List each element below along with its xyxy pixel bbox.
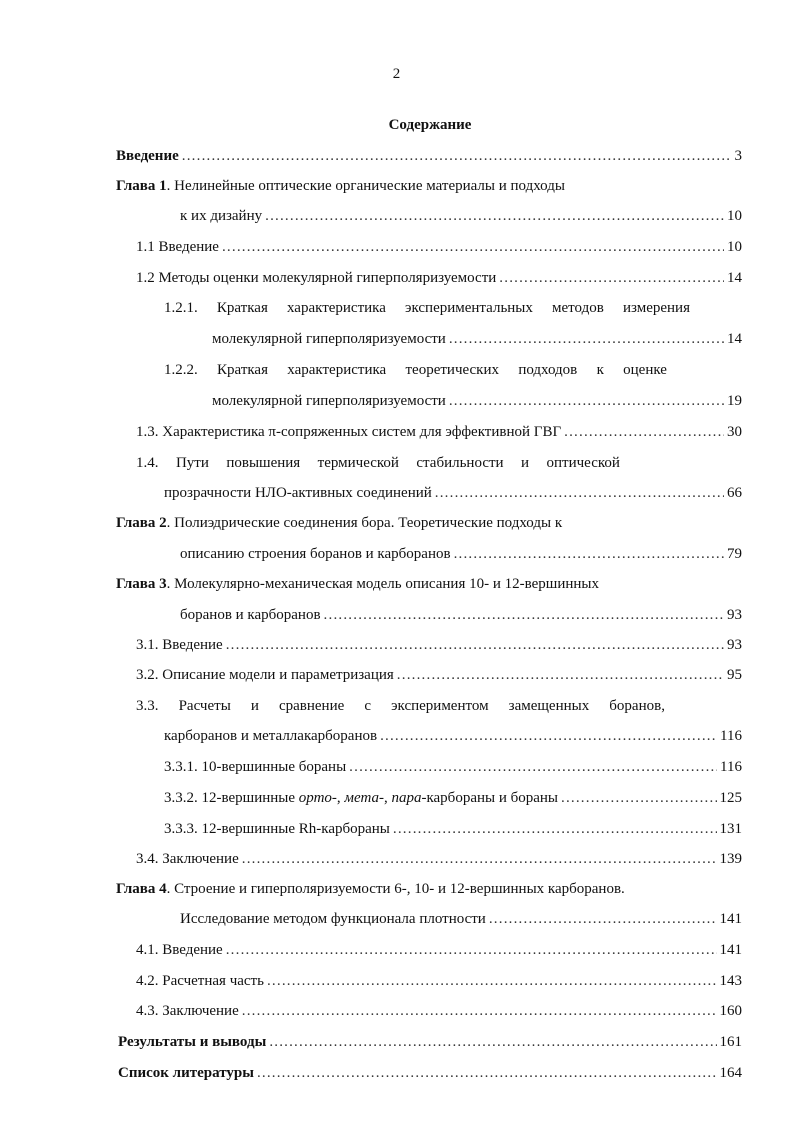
toc-label: 3.2. Описание модели и параметризация — [136, 667, 394, 683]
toc-page: 143 — [719, 973, 742, 989]
toc-entry-ch2[interactable] — [180, 545, 742, 563]
toc-entry-intro[interactable] — [116, 147, 742, 165]
toc-leader — [449, 330, 724, 348]
word: подходов — [518, 362, 578, 378]
toc-leader — [226, 941, 717, 959]
toc-label: описанию строения боранов и карборанов — [180, 546, 451, 562]
toc-leader — [242, 850, 717, 868]
toc-label: 1.1 Введение — [136, 239, 219, 255]
toc-page: 160 — [719, 1003, 742, 1019]
toc-page: 141 — [719, 942, 742, 958]
toc-page: 30 — [727, 424, 742, 440]
section-number: 1.2.2. — [164, 362, 198, 378]
toc-leader — [499, 269, 724, 287]
chapter-prefix: Глава 4 — [116, 881, 167, 897]
word: характеристика — [287, 362, 387, 378]
toc-label: 4.1. Введение — [136, 942, 223, 958]
toc-leader — [324, 606, 724, 624]
word: экспериментальных — [405, 300, 533, 316]
toc-leader — [454, 545, 724, 563]
toc-label: 3.3.3. 12-вершинные Rh-карбораны — [164, 821, 390, 837]
section-number: 3.3. — [136, 698, 159, 714]
chapter-prefix: Глава 1 — [116, 178, 167, 194]
toc-leader — [349, 758, 717, 776]
toc-page: 10 — [727, 239, 742, 255]
toc-leader — [257, 1064, 717, 1082]
toc-entry-ch1[interactable] — [180, 207, 742, 225]
toc-label: 4.3. Заключение — [136, 1003, 239, 1019]
toc-leader — [242, 1002, 717, 1020]
word: измерения — [622, 300, 690, 316]
toc-label: 4.2. Расчетная часть — [136, 973, 264, 989]
toc-entry-4-2[interactable] — [136, 972, 742, 990]
toc-label: Исследование методом функционала плотности — [180, 911, 486, 927]
chapter-title: . Молекулярно-механическая модель описания 10- и 12-вершинных — [166, 576, 599, 592]
chapter-prefix: Глава 2 — [116, 515, 167, 531]
toc-leader — [397, 666, 724, 684]
toc-entry-results[interactable] — [118, 1033, 742, 1051]
toc-label: Список литературы — [118, 1065, 254, 1081]
toc-entry-3-4[interactable] — [136, 850, 742, 868]
toc-entry-ch3-line1[interactable] — [116, 575, 599, 593]
toc-leader — [449, 392, 724, 410]
word: повышения — [226, 455, 301, 471]
toc-label: Результаты и выводы — [118, 1034, 267, 1050]
section-number: 1.4. — [136, 455, 159, 471]
toc-leader — [380, 727, 717, 745]
toc-label: молекулярной гиперполяризуемости — [212, 393, 446, 409]
toc-label: 3.4. Заключение — [136, 851, 239, 867]
toc-entry-1-2-1-line1[interactable] — [164, 299, 690, 317]
toc-entry-references[interactable] — [118, 1064, 742, 1082]
toc-entry-ch4[interactable] — [180, 910, 742, 928]
word: Краткая — [217, 362, 268, 378]
word: оценке — [623, 362, 667, 378]
toc-page: 161 — [719, 1034, 742, 1050]
toc-entry-1-2-2-line1[interactable] — [164, 361, 667, 379]
toc-leader — [435, 484, 724, 502]
word: Краткая — [216, 300, 268, 316]
toc-entry-ch2-line1[interactable] — [116, 514, 562, 532]
toc-entry-3-3-line1[interactable] — [136, 697, 665, 715]
toc-page: 19 — [727, 393, 742, 409]
toc-page: 116 — [720, 759, 742, 775]
toc-page: 125 — [719, 790, 742, 806]
toc-label: 1.2 Методы оценки молекулярной гиперполяризуемости — [136, 270, 497, 286]
word: к — [596, 362, 604, 378]
toc-entry-1-2-2[interactable] — [212, 392, 742, 410]
toc-entry-ch4-line1[interactable] — [116, 880, 625, 898]
toc-leader — [269, 1033, 716, 1051]
toc-page: 66 — [727, 485, 742, 501]
toc-entry-3-2[interactable] — [136, 666, 742, 684]
page-number: 2 — [392, 66, 401, 82]
toc-page: 10 — [727, 208, 742, 224]
word: термической — [317, 455, 399, 471]
toc-entry-3-1[interactable] — [136, 636, 742, 654]
toc-label: 3.1. Введение — [136, 637, 223, 653]
toc-entry-1-1[interactable] — [136, 238, 742, 256]
word: теоретических — [405, 362, 500, 378]
toc-entry-ch3[interactable] — [180, 606, 742, 624]
word: стабильности — [416, 455, 504, 471]
toc-entry-4-1[interactable] — [136, 941, 742, 959]
toc-entry-1-4-line1[interactable] — [136, 454, 620, 472]
toc-page: 95 — [727, 667, 742, 683]
toc-page: 93 — [727, 637, 742, 653]
toc-page: 139 — [719, 851, 742, 867]
toc-label: к их дизайну — [180, 208, 263, 224]
toc-page: 131 — [719, 821, 742, 837]
toc-label: Введение — [116, 148, 179, 164]
chapter-title: . Полиэдрические соединения бора. Теоретические подходы к — [166, 515, 563, 531]
toc-entry-4-3[interactable] — [136, 1002, 742, 1020]
word: Пути — [175, 455, 209, 471]
word: оптической — [546, 455, 620, 471]
chapter-prefix: Глава 3 — [116, 576, 167, 592]
toc-page: 14 — [727, 331, 742, 347]
toc-leader — [182, 147, 732, 165]
word: боранов, — [609, 698, 665, 714]
toc-leader — [222, 238, 724, 256]
toc-entry-3-3-3[interactable] — [164, 820, 742, 838]
toc-leader — [561, 789, 717, 807]
toc-leader — [267, 972, 717, 990]
word: с — [364, 698, 372, 714]
toc-entry-1-2[interactable] — [136, 269, 742, 287]
toc-label: карборанов и металлакарборанов — [164, 728, 378, 744]
word: методов — [552, 300, 604, 316]
toc-label: 3.3.2. 12-вершинные орто-, мета-, пара-карбораны и бораны — [164, 790, 558, 806]
word: Расчеты — [178, 698, 231, 714]
toc-label: молекулярной гиперполяризуемости — [212, 331, 446, 347]
toc-label: прозрачности НЛО-активных соединений — [164, 485, 432, 501]
toc-page: 79 — [727, 546, 742, 562]
section-number: 1.2.1. — [164, 300, 198, 316]
toc-leader — [564, 423, 724, 441]
toc-entry-ch1-line1[interactable] — [116, 177, 565, 195]
toc-leader — [489, 910, 717, 928]
word: и — [250, 698, 259, 714]
word: характеристика — [286, 300, 386, 316]
toc-page: 3 — [734, 148, 742, 164]
toc-page: 164 — [719, 1065, 742, 1081]
toc-page: 14 — [727, 270, 742, 286]
toc-entry-1-3[interactable] — [136, 423, 742, 441]
toc-leader — [265, 207, 724, 225]
toc-leader — [393, 820, 717, 838]
toc-entry-3-3-2[interactable] — [164, 789, 742, 807]
toc-label: боранов и карборанов — [180, 607, 321, 623]
toc-label: 3.3.1. 10-вершинные бораны — [164, 759, 347, 775]
toc-entry-1-4[interactable] — [164, 484, 742, 502]
toc-entry-1-2-1[interactable] — [212, 330, 742, 348]
word: замещенных — [508, 698, 590, 714]
word: и — [521, 455, 530, 471]
toc-entry-3-3[interactable] — [164, 727, 742, 745]
toc-page: 116 — [720, 728, 742, 744]
toc-entry-3-3-1[interactable] — [164, 758, 742, 776]
toc-page: 93 — [727, 607, 742, 623]
toc-page: 141 — [719, 911, 742, 927]
toc-label: 1.3. Характеристика π-сопряженных систем для эффективной ГВГ — [136, 424, 562, 440]
word: сравнение — [278, 698, 345, 714]
toc-leader — [226, 636, 724, 654]
page-title: Содержание — [388, 117, 472, 133]
chapter-title: . Нелинейные оптические органические материалы и подходы — [166, 178, 565, 194]
word: экспериментом — [391, 698, 489, 714]
chapter-title: . Строение и гиперполяризуемости 6-, 10- и 12-вершинных карборанов. — [166, 881, 625, 897]
